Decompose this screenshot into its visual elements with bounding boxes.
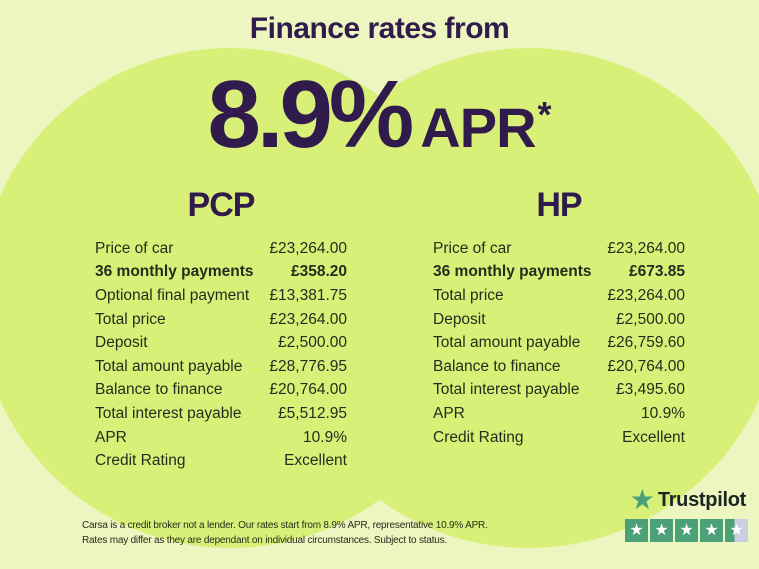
trustpilot-star-icon: ★ <box>629 484 655 515</box>
row-label: Total price <box>95 310 166 328</box>
table-row <box>433 237 685 261</box>
table-row <box>433 308 685 332</box>
page-title: Finance rates from <box>249 12 510 45</box>
row-value: £23,264.00 <box>269 239 347 257</box>
disclaimer-line-1: Carsa is a credit broker not a lender. Our rates start from 8.9% APR, representative 10.9% APR. <box>82 520 488 531</box>
rate-asterisk: * <box>537 94 552 135</box>
row-label: 36 monthly payments <box>95 263 254 281</box>
row-value: £5,512.95 <box>278 405 347 423</box>
rate-value: 8.9% <box>207 61 411 168</box>
disclaimer-text <box>82 518 488 548</box>
row-label: Deposit <box>433 310 486 328</box>
table-row <box>433 426 685 450</box>
trustpilot-logo <box>630 486 746 514</box>
row-value: £23,264.00 <box>607 287 685 305</box>
trustpilot-star-box <box>625 519 648 542</box>
star-icon: ★ <box>729 522 744 539</box>
table-row <box>433 284 685 308</box>
row-label: 36 monthly payments <box>433 263 592 281</box>
trustpilot-stars <box>625 519 748 542</box>
table-row <box>95 449 347 473</box>
row-value: £26,759.60 <box>607 334 685 352</box>
row-value: £20,764.00 <box>607 357 685 375</box>
row-value: £2,500.00 <box>278 334 347 352</box>
rate-unit: APR <box>420 96 536 159</box>
row-value: Excellent <box>284 452 347 470</box>
finance-tables <box>95 186 685 473</box>
table-row <box>433 331 685 355</box>
table-row <box>433 261 685 285</box>
row-label: Price of car <box>433 239 512 257</box>
headline-rate <box>0 61 759 168</box>
row-label: Total amount payable <box>95 357 243 375</box>
row-value: 10.9% <box>303 428 347 446</box>
star-icon: ★ <box>679 522 694 539</box>
table-row <box>95 261 347 285</box>
table-row <box>95 237 347 261</box>
table-row <box>433 402 685 426</box>
table-row <box>433 355 685 379</box>
table-row <box>95 426 347 450</box>
hp-table <box>433 186 685 473</box>
row-label: Total price <box>433 287 504 305</box>
row-value: £358.20 <box>290 263 347 281</box>
row-value: £23,264.00 <box>269 310 347 328</box>
row-label: Optional final payment <box>95 287 250 305</box>
row-label: Balance to finance <box>433 357 561 375</box>
row-label: Deposit <box>95 334 148 352</box>
row-label: Price of car <box>95 239 174 257</box>
star-icon: ★ <box>629 522 644 539</box>
table-row <box>95 308 347 332</box>
trustpilot-star-box <box>675 519 698 542</box>
row-value: £673.85 <box>628 263 685 281</box>
row-value: 10.9% <box>641 405 685 423</box>
trustpilot-star-box <box>725 519 748 542</box>
row-label: Credit Rating <box>433 428 524 446</box>
row-label: Total interest payable <box>433 381 580 399</box>
row-value: £13,381.75 <box>269 287 347 305</box>
trustpilot-widget <box>625 486 748 542</box>
star-icon: ★ <box>704 522 719 539</box>
trustpilot-brand: Trustpilot <box>657 488 746 511</box>
hp-heading: HP <box>536 186 582 224</box>
row-value: £2,500.00 <box>616 310 685 328</box>
star-icon: ★ <box>654 522 669 539</box>
row-value: Excellent <box>622 428 685 446</box>
table-row <box>95 355 347 379</box>
row-label: Credit Rating <box>95 452 186 470</box>
table-row <box>95 284 347 308</box>
row-value: £23,264.00 <box>607 239 685 257</box>
pcp-rows <box>95 237 347 473</box>
pcp-heading: PCP <box>187 186 255 224</box>
trustpilot-star-box <box>700 519 723 542</box>
disclaimer-line-2: Rates may differ as they are dependant on individual circumstances. Subject to status. <box>82 535 448 546</box>
row-label: Balance to finance <box>95 381 223 399</box>
row-label: APR <box>95 428 127 446</box>
trustpilot-star-box <box>650 519 673 542</box>
row-label: Total interest payable <box>95 405 242 423</box>
table-row <box>95 331 347 355</box>
row-label: APR <box>433 405 465 423</box>
table-row <box>433 379 685 403</box>
hp-rows <box>433 237 685 449</box>
row-label: Total amount payable <box>433 334 581 352</box>
table-row <box>95 402 347 426</box>
table-row <box>95 379 347 403</box>
row-value: £20,764.00 <box>269 381 347 399</box>
pcp-table <box>95 186 347 473</box>
row-value: £3,495.60 <box>616 381 685 399</box>
row-value: £28,776.95 <box>269 357 347 375</box>
